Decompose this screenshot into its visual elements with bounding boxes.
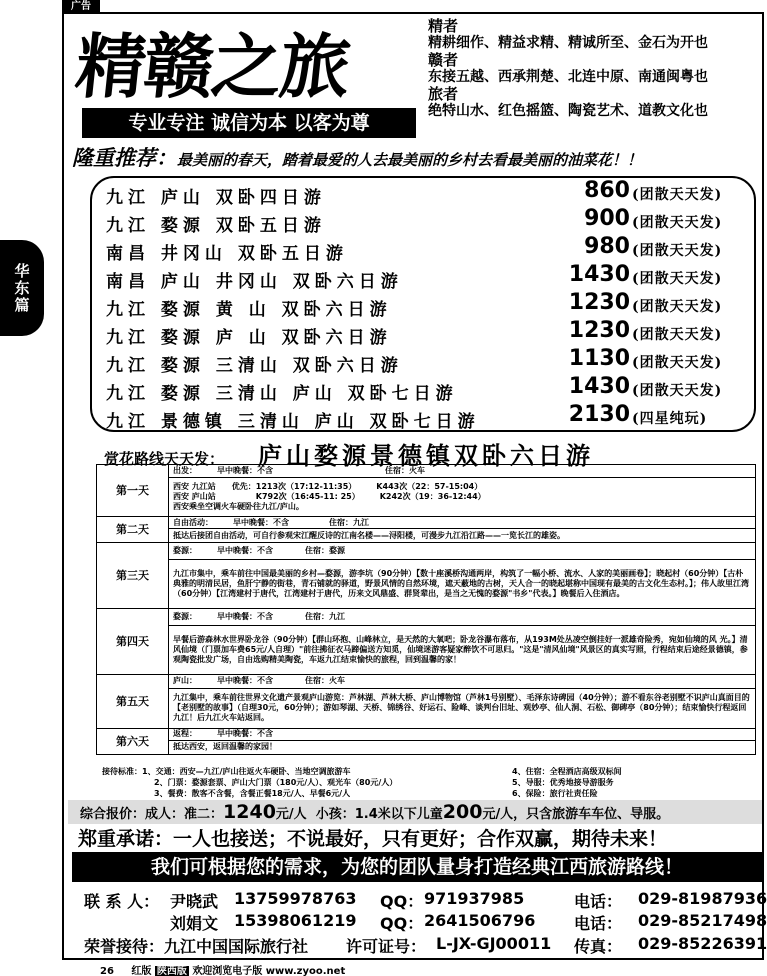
itinerary-top: 出发： 早中晚餐：不含 住宿：火车 [169,465,756,478]
standards-item: 6、保险：旅行社责任险 [512,789,598,798]
promo-line [72,142,762,174]
itinerary-body: 早餐后游森林水世界卧龙谷（90分钟）【群山环抱、山峰林立，是天然的大氧吧；卧龙谷瀑布落布，从193M处丛凌空倒挂好一派雄奇险秀，宛如仙境的风 光。】清风仙境（门票加车费65元/人自理）"前往拂征衣马蹄偏送方知觅，仙境迷游客疑家醉饮不可思归。"这是"清风仙境"风景区的真实写照，行程结束后途经景德镇，参观陶瓷批发广场，自由选购精美陶瓷，车返九江结束愉快的旅程，回到温馨的家！ [169,625,756,675]
tour-note: (团散天天发) [632,327,723,343]
itinerary-top: 自由活动： 早中晚餐：不含 住宿：九江 [169,517,756,529]
tour-name: 九江 婺源 双卧五日游 [106,216,326,236]
brand-slogan: 专业专注 诚信为本 以客为尊 [82,108,416,138]
qq-label: QQ： [380,892,424,911]
featured-label: 赏花路线天天发： [104,450,225,468]
tour-name: 九江 景德镇 三清山 庐山 双卧七日游 [106,412,480,432]
itinerary-row [97,675,756,689]
itinerary-day: 第三天 [97,543,169,609]
itinerary-top: 婺源： 早中晚餐：不含 住宿：九江 [169,609,756,626]
tour-price: 900 [584,206,630,231]
tour-note: (团散天天发) [632,187,723,203]
featured-route [104,436,754,470]
host-agency: 九江中国国际旅行社 [164,937,309,956]
standards-label: 接待标准： [102,767,142,776]
contact-tel[interactable]: 029-85217498 [638,911,767,930]
contact-qq[interactable]: 2641506796 [424,911,536,930]
custom-route-banner: 我们可根据您的需求，为您的团队量身打造经典江西旅游路线！ [72,852,762,882]
itinerary-top: 返程： 早中晚餐：不含 [169,729,756,741]
motto-block [428,18,758,120]
tour-note: (团散天天发) [632,243,723,259]
fax-number[interactable]: 029-85226391 [638,934,767,953]
itinerary-row [97,740,756,754]
featured-route-name: 庐山婺源景德镇双卧六日游 [258,441,595,470]
tour-price: 1230 [568,290,630,315]
tel-label: 电话： [574,892,623,911]
contact-mobile[interactable]: 13759978763 [234,889,357,908]
motto-key: 旅者 [428,85,459,103]
tel-label: 电话： [574,914,623,933]
promo-label: 隆重推荐： [72,146,177,170]
price-quote [68,800,762,824]
itinerary-row [97,559,756,609]
itinerary-day: 第四天 [97,609,169,675]
tour-item[interactable] [102,348,748,375]
child-price-unit: 元/人，只含旅游车车位、导服。 [482,807,670,822]
motto-key: 精者 [428,17,459,35]
adult-price-unit: 元/人 [275,807,307,822]
tour-name: 九江 婺源 三清山 庐山 双卧七日游 [106,384,458,404]
quote-label: 综合报价： [80,807,146,822]
tour-name: 九江 婺源 三清山 双卧六日游 [106,356,403,376]
tour-price: 1230 [568,318,630,343]
standards-item: 5、导服：优秀地接导游服务 [512,778,614,787]
tour-item[interactable] [102,264,748,291]
region-label: 陕西版 [156,966,187,976]
itinerary-row [97,688,756,729]
contact-label: 联 系 人： [84,892,160,911]
tour-item[interactable] [102,320,748,347]
tour-note: (团散天天发) [632,299,723,315]
region-side-tab[interactable] [0,240,44,336]
itinerary-day: 第五天 [97,675,169,729]
promo-text: 最美丽的春天，踏着最爱的人去最美丽的乡村去看最美丽的油菜花！！ [177,151,643,169]
itinerary-row [97,478,756,517]
itinerary-day: 第六天 [97,729,169,755]
side-tab-char: 篇 [14,295,30,314]
itinerary-row [97,529,756,543]
tour-note: (团散天天发) [632,215,723,231]
side-tab-char: 东 [14,278,30,297]
tour-note: (团散天天发) [632,271,723,287]
itinerary-top: 庐山： 早中晚餐：不含 住宿：火车 [169,675,756,689]
tour-price: 1130 [568,346,630,371]
page-number: 26 [100,966,114,976]
itinerary-row [97,543,756,560]
qq-label: QQ： [380,914,424,933]
motto-value: 绝特山水、红色摇篮、陶瓷艺术、道教文化也 [428,103,708,119]
fax-label: 传真： [574,937,623,956]
itinerary-body: 抵达西安，返回温馨的家园！ [169,740,756,754]
edition-label: 红版 [131,966,152,976]
adult-price: 1240 [223,801,276,823]
tour-price: 1430 [568,262,630,287]
brand-title: 精赣之旅 [71,25,353,108]
itinerary-body: 九江集中，乘车前往世界文化遗产景观庐山游览：芦林湖、芦林大桥、庐山博物馆（芦林1号别墅）、毛泽东诗碑园（40分钟）；游不看东谷老别墅不识庐山真面目的【老别墅的故事】（自理30元，60分钟）；游如琴湖、天桥、锦绣谷、好运石、险峰、谈判台旧址、观妙亭、仙人洞、石松、御碑亭（80分钟）；结束愉快行程返回九江！后九江火车站返回。 [169,688,756,729]
site-link[interactable]: 欢迎浏览电子版 www.zyoo.net [192,966,346,976]
tour-name: 九江 婺源 庐 山 双卧六日游 [106,328,392,348]
tour-item[interactable] [102,376,748,403]
tour-price: 1430 [568,374,630,399]
motto-value: 东接五越、西承荆楚、北连中原、南通闽粤也 [428,69,708,85]
tour-list [90,176,756,432]
tour-note: (团散天天发) [632,355,723,371]
license-label: 许可证号： [346,937,427,956]
tour-item[interactable] [102,208,748,235]
contact-row [84,889,767,911]
motto-value: 精耕细作、精益求精、精诚所至、金石为开也 [428,35,708,51]
tour-name: 南昌 井冈山 双卧五日游 [106,244,348,264]
side-tab-char: 华 [14,261,30,280]
itinerary-body: 西安 九江站 优先：1213次（17:12-11:35） K443次（22：57-15:04） 西安 庐山站 K792次（16:45-11: 25） K242次（19：36-12:44） 西安乘坐空调火车硬卧往九江/庐山。 [169,478,756,517]
child-price: 200 [442,801,483,823]
contact-row [84,911,767,933]
page-footer [100,962,600,976]
standards-item: 1、交通：西安—九江/庐山往返火车硬卧、当地空调旅游车 [142,767,351,776]
license-number: L-JX-GJ00011 [436,934,552,953]
tour-item[interactable] [102,292,748,319]
itinerary-row [97,517,756,529]
itinerary-day: 第一天 [97,465,169,517]
itinerary-row [97,609,756,626]
ad-tag: 广告 [62,0,100,13]
tour-name: 九江 婺源 黄 山 双卧六日游 [106,300,392,320]
tour-name: 南昌 庐山 井冈山 双卧六日游 [106,272,403,292]
itinerary-row [97,729,756,741]
adult-price-label: 成人：准二： [145,807,224,822]
itinerary-top: 婺源： 早中晚餐：不含 住宿：婺源 [169,543,756,560]
itinerary-body: 抵达后接团自由活动，可自行参观宋江醒反诗的江南名楼——浔阳楼，可漫步九江沿江路——一览长江的雄姿。 [169,529,756,543]
contact-name: 尹晓武 [170,892,219,911]
host-label: 荣誉接待： [84,937,165,956]
contact-name: 刘娟文 [170,914,219,933]
tour-item[interactable] [102,180,748,207]
tour-price: 980 [584,234,630,259]
itinerary-row [97,625,756,675]
tour-item[interactable] [102,236,748,263]
tour-name: 九江 庐山 双卧四日游 [106,188,326,208]
host-row [84,934,767,956]
promise-line: 郑重承诺：一人也接送；不说最好，只有更好；合作双赢，期待未来！ [78,828,668,850]
standards-item: 4、住宿：全程酒店高级双标间 [512,767,622,776]
contact-qq[interactable]: 971937985 [424,889,525,908]
tour-price: 2130 [568,402,630,427]
contact-tel[interactable]: 029-81987936 [638,889,767,908]
motto-key: 赣者 [428,51,459,69]
itinerary-body: 九江市集中，乘车前往中国最美丽的乡村—婺源，游李坑（90分钟）【数十座溪桥沟通两岸，构筑了一幅小桥、流水、人家的美丽画卷】；晓起村（60分钟）【古朴典雅的明清民居，鱼肝宁静的街巷，青石铺就的驿道，野景风情的自然环境，遮天蔽地的古树，天人合一的晓起堪称中国现有最美的古文化生态村。】；伟人故里江湾（60分钟）【江湾建村于唐代，江湾建村于唐代，历来文风鼎盛、群贤辈出，是当之无愧的婺源"书乡"代表。】晚餐后入住酒店。 [169,559,756,609]
standards-item: 2、门票：婺源套票、庐山大门票（180元/人）、观光车（80元/人） [154,778,398,787]
itinerary-day: 第二天 [97,517,169,543]
standards-item: 3、餐费：散客不含餐，含餐正餐18元/人、早餐6元/人 [154,789,351,798]
itinerary-table [96,464,756,755]
tour-item[interactable] [102,404,748,431]
itinerary-row [97,465,756,478]
tour-price: 860 [584,178,630,203]
tour-note: (四星纯玩) [632,411,708,427]
tour-note: (团散天天发) [632,383,723,399]
contact-mobile[interactable]: 15398061219 [234,911,357,930]
child-price-label: 小孩：1.4米以下儿童 [315,807,443,822]
